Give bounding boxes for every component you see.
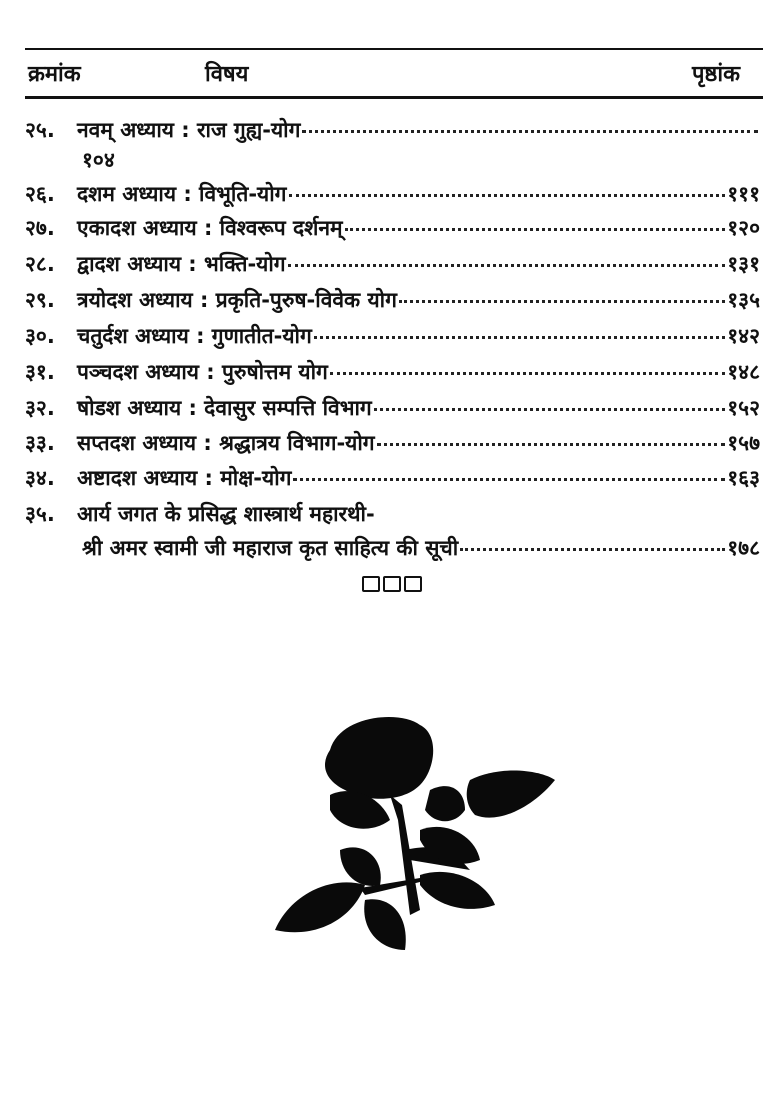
entry-number: २५. — [25, 118, 55, 142]
entry-page: १७८ — [727, 536, 760, 560]
header-number: क्रमांक — [28, 62, 81, 87]
dot-leader — [374, 408, 725, 411]
entry-page: १०४ — [82, 148, 115, 172]
entry-page: १३५ — [727, 288, 760, 312]
toc-entry — [25, 322, 760, 354]
entry-title: सप्तदश अध्याय : श्रद्धात्रय विभाग-योग — [77, 431, 375, 455]
dot-leader — [302, 130, 758, 133]
entry-number: ३१. — [25, 360, 55, 384]
header-subject: विषय — [205, 62, 249, 87]
entry-page: १११ — [727, 182, 760, 206]
toc-entry — [25, 286, 760, 318]
entry-title: नवम् अध्याय : राज गुह्य-योग — [77, 118, 301, 142]
dot-leader — [377, 443, 726, 446]
entry-number: २७. — [25, 216, 55, 240]
entry-number: ३५. — [25, 502, 55, 526]
entry-number: २८. — [25, 252, 55, 276]
toc-entry — [25, 464, 760, 496]
entry-title: षोडश अध्याय : देवासुर सम्पत्ति विभाग — [77, 396, 372, 420]
entry-number: २९. — [25, 288, 55, 312]
toc-entry — [25, 500, 760, 532]
toc-entry — [25, 116, 760, 148]
entry-title: द्वादश अध्याय : भक्ति-योग — [77, 252, 286, 276]
dot-leader — [293, 478, 725, 481]
entry-title: दशम अध्याय : विभूति-योग — [77, 182, 287, 206]
entry-number: ३४. — [25, 466, 55, 490]
toc-entry — [25, 358, 760, 390]
entry-title: त्रयोदश अध्याय : प्रकृति-पुरुष-विवेक योग — [77, 288, 397, 312]
entry-title: पञ्चदश अध्याय : पुरुषोत्तम योग — [77, 360, 328, 384]
header-rule — [25, 96, 763, 99]
entry-page: १४८ — [727, 360, 760, 384]
entry-number: ३२. — [25, 396, 55, 420]
entry-title-line2: श्री अमर स्वामी जी महाराज कृत साहित्य की सूची — [82, 536, 459, 560]
dot-leader — [330, 372, 725, 375]
toc-entry-continuation — [82, 534, 760, 562]
entry-page: १६३ — [727, 466, 760, 490]
entry-page: १२० — [727, 216, 760, 240]
toc-entry — [25, 429, 760, 461]
entry-title: एकादश अध्याय : विश्वरूप दर्शनम् — [77, 216, 343, 240]
entry-number: ३०. — [25, 324, 55, 348]
toc-entry — [25, 394, 760, 426]
toc-entry — [25, 180, 760, 212]
entry-number: ३३. — [25, 431, 55, 455]
entry-title: अष्टादश अध्याय : मोक्ष-योग — [77, 466, 292, 490]
dot-leader — [314, 336, 725, 339]
entry-page: १३१ — [727, 252, 760, 276]
toc-entry — [25, 250, 760, 282]
rose-illustration — [270, 710, 560, 960]
entry-title: चतुर्दश अध्याय : गुणातीत-योग — [77, 324, 312, 348]
entry-page: १५२ — [727, 396, 760, 420]
dot-leader — [460, 548, 725, 551]
entry-number: २६. — [25, 182, 55, 206]
toc-entry — [25, 214, 760, 246]
dot-leader — [399, 300, 725, 303]
entry-page: १५७ — [727, 431, 760, 455]
dot-leader — [345, 228, 726, 231]
entry-page: १४२ — [727, 324, 760, 348]
dot-leader — [288, 264, 726, 267]
end-ornament — [362, 576, 422, 592]
header-page: पृष्ठांक — [691, 62, 740, 87]
top-rule — [25, 48, 763, 50]
dot-leader — [289, 194, 726, 197]
entry-title: आर्य जगत के प्रसिद्ध शास्त्रार्थ महारथी- — [77, 502, 375, 526]
